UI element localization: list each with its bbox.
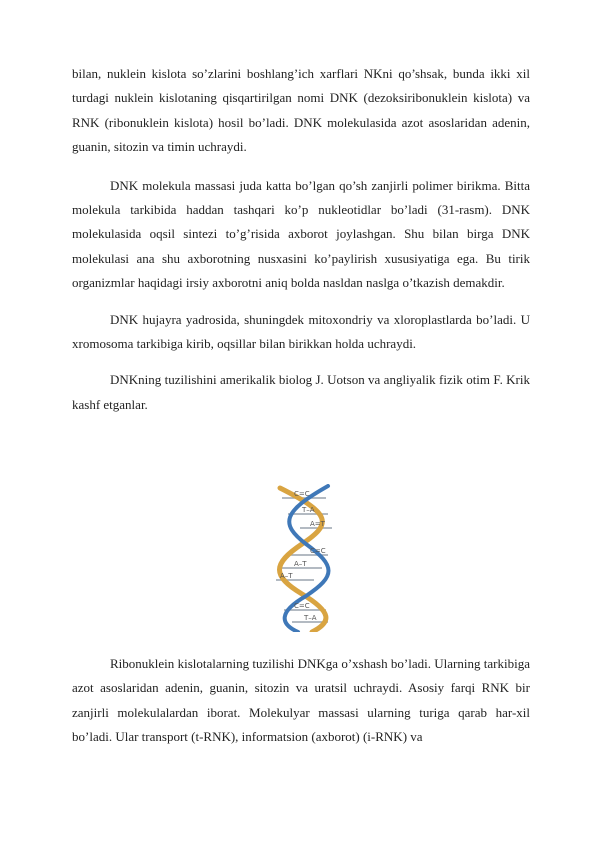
paragraph-4: DNKning tuzilishini amerikalik biolog J. Uotson va angliyalik fizik otim F. Krik kashf etganlar. <box>72 372 530 412</box>
paragraph-1: bilan, nuklein kislota so’zlarini boshlang’ich xarflari NKni qo’shsak, bunda ikki xil turdagi nuklein kislotaning qisqartirilgan nomi DNK (dezoksiribonuklein kislota) va RNK (ribonuklein kislota) hosil bo’ladi. DNK molekulasida azot asoslaridan adenin, guanin, sitozin va timin uchraydi. <box>72 66 530 155</box>
paragraph-5: Ribonuklein kislotalarning tuzilishi DNKga o’xshash bo’ladi. Ularning tarkibiga azot asoslaridan adenin, guanin, sitozin va uratsil uchraydi. Asosiy farqi RNK bir zanjirli molekulalardan iborat. Molekulyar massasi ularning turiga qarab har-xil bo’ladi. Ular transport (t-RNK), informatsion (axborot) (i-RNK) va <box>72 656 530 745</box>
base-pair-label: A–T <box>280 572 293 580</box>
base-pair-label: C=C <box>294 490 310 498</box>
paragraph-2: DNK molekula massasi juda katta bo’lgan qo’sh zanjirli polimer birikma. Bitta molekula tarkibida haddan tashqari ko’p nukleotidlar bo’ladi (31-rasm). DNK molekulasida oqsil sintezi to’g’risida axborot joylashgan. Shu bilan birga DNK molekulasi ana shu axborotning nusxasini ko’paylirish xususiyatiga ega. Bu tirik organizmlar haqidagi irsiy axborotni aniq bolda nasldan naslga o’tkazish demakdir. <box>72 177 530 291</box>
base-pair-label: C=C <box>310 547 326 555</box>
base-pair-label: T–A <box>304 614 317 622</box>
dna-helix-figure <box>262 484 352 632</box>
paragraph-3: DNK hujayra yadrosida, shuningdek mitoxondriy va xloroplastlarda bo’ladi. U xromosoma tarkibiga kirib, oqsillar bilan birikkan holda uchraydi. <box>72 311 530 352</box>
document-body <box>72 62 530 417</box>
base-pair-label: C=C <box>294 602 310 610</box>
dna-helix-illustration <box>262 484 352 632</box>
base-pair-label: A=T <box>310 520 325 528</box>
base-pair-label: A–T <box>294 560 307 568</box>
base-pair-label: T–A <box>302 506 315 514</box>
